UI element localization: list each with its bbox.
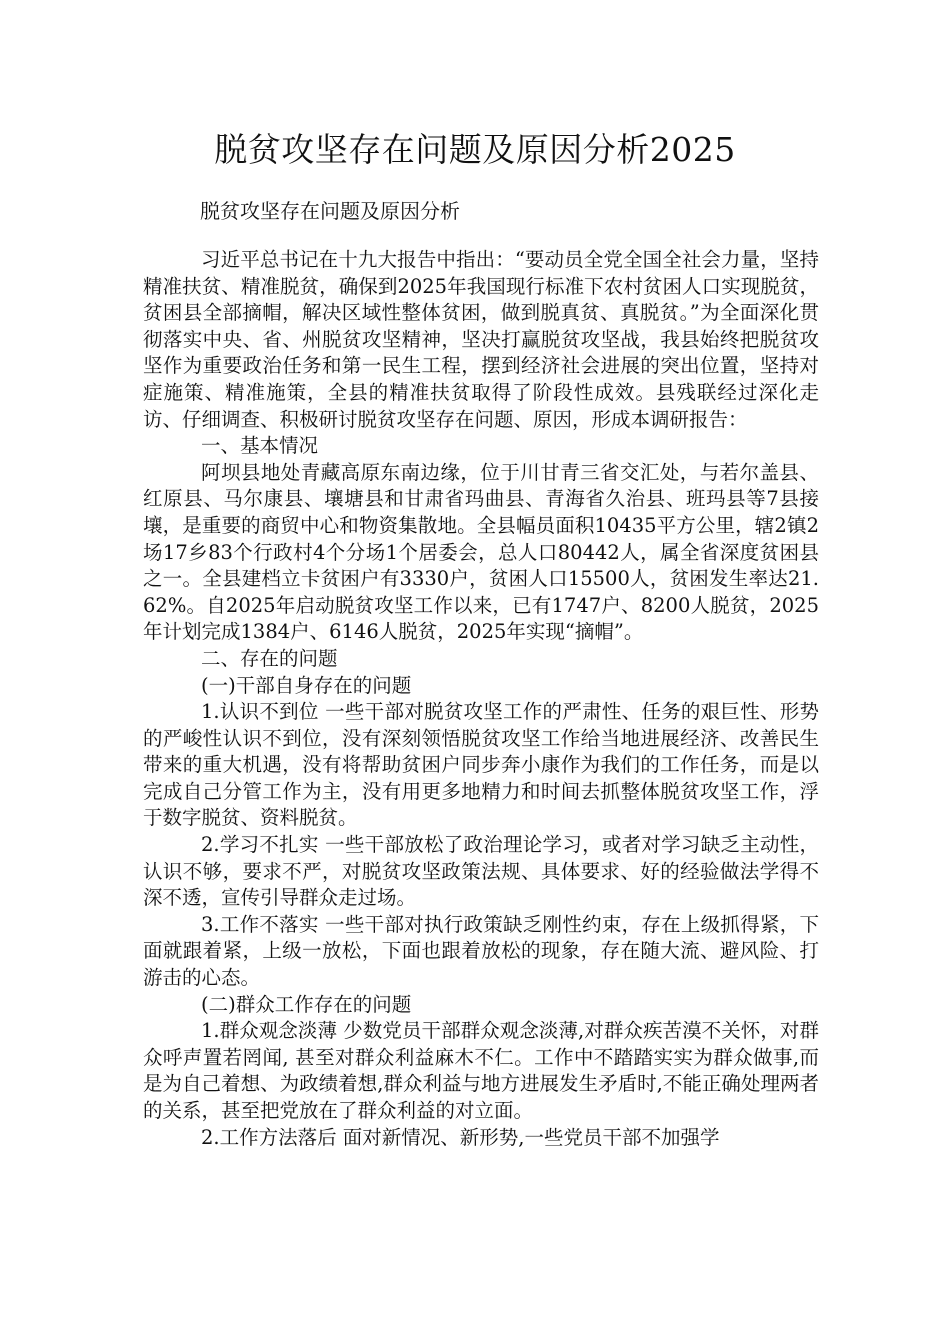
paragraph-basic-situation: 阿坝县地处青藏高原东南边缘，位于川甘青三省交汇处，与若尔盖县、红原县、马尔康县、壤塘县和甘肃省玛曲县、青海省久治县、班玛县等7县接壤，是重要的商贸中心和物资集散地。全县幅员面积10435平方公里，辖2镇2场17乡83个行政村4个分场1个居委会，总人口80442人，属全省深度贫困县之一。全县建档立卡贫困户有3330户，贫困人口15500人，贫困发生率达21.62%。自2025年启动脱贫攻坚工作以来，已有1747户、8200人脱贫，2025年计划完成1384户、6146人脱贫，2025年实现“摘帽”。 xyxy=(143,460,819,644)
document-subtitle: 脱贫攻坚存在问题及原因分析 xyxy=(200,199,460,223)
subheading-cadre-problems: (一)干部自身存在的问题 xyxy=(201,673,412,697)
paragraph-weak-mass-concept: 1.群众观念淡薄 少数党员干部群众观念淡薄,对群众疾苦漠不关怀，对群众呼声置若罔闻, 甚至对群众利益麻木不仁。工作中不踏踏实实为群众做事,而是为自己着想、为政绩着想,群众利益与地方进展发生矛盾时,不能正确处理两者的关系，甚至把党放在了群众利益的对立面。 xyxy=(143,1019,819,1122)
paragraph-weak-study: 2.学习不扎实 一些干部放松了政治理论学习，或者对学习缺乏主动性，认识不够，要求不严，对脱贫攻坚政策法规、具体要求、好的经验做法学得不深不透，宣传引导群众走过场。 xyxy=(143,833,819,910)
paragraph-insufficient-awareness: 1.认识不到位 一些干部对脱贫攻坚工作的严肃性、任务的艰巨性、形势的严峻性认识不到位，没有深刻领悟脱贫攻坚工作给当地进展经济、改善民生带来的重大机遇，没有将帮助贫困户同步奔小康作为我们的工作任务，而是以完成自己分管工作为主，没有用更多地精力和时间去抓整体脱贫攻坚工作，浮于数字脱贫、资料脱贫。 xyxy=(143,700,819,830)
paragraph-intro: 习近平总书记在十九大报告中指出：“要动员全党全国全社会力量，坚持精准扶贫、精准脱贫，确保到2025年我国现行标准下农村贫困人口实现脱贫，贫困县全部摘帽，解决区域性整体贫困，做到脱真贫、真脱贫。”为全面深化贯彻落实中央、省、州脱贫攻坚精神，坚决打赢脱贫攻坚战，我县始终把脱贫攻坚作为重要政治任务和第一民生工程，摆到经济社会进展的突出位置，坚持对症施策、精准施策，全县的精准扶贫取得了阶段性成效。县残联经过深化走访、仔细调查、积极研讨脱贫攻坚存在问题、原因，形成本调研报告： xyxy=(143,248,819,431)
document-body xyxy=(143,247,819,1151)
paragraph-poor-implementation: 3.工作不落实 一些干部对执行政策缺乏刚性约束，存在上级抓得紧，下面就跟着紧，上级一放松，下面也跟着放松的现象，存在随大流、避风险、打游击的心态。 xyxy=(143,912,819,990)
document-title: 脱贫攻坚存在问题及原因分析2025 xyxy=(214,130,736,169)
heading-basic-situation: 一、基本情况 xyxy=(201,434,319,458)
paragraph-outdated-methods: 2.工作方法落后 面对新情况、新形势,一些党员干部不加强学 xyxy=(201,1125,720,1149)
heading-existing-problems: 二、存在的问题 xyxy=(201,646,338,670)
subheading-mass-work-problems: (二)群众工作存在的问题 xyxy=(201,992,412,1016)
